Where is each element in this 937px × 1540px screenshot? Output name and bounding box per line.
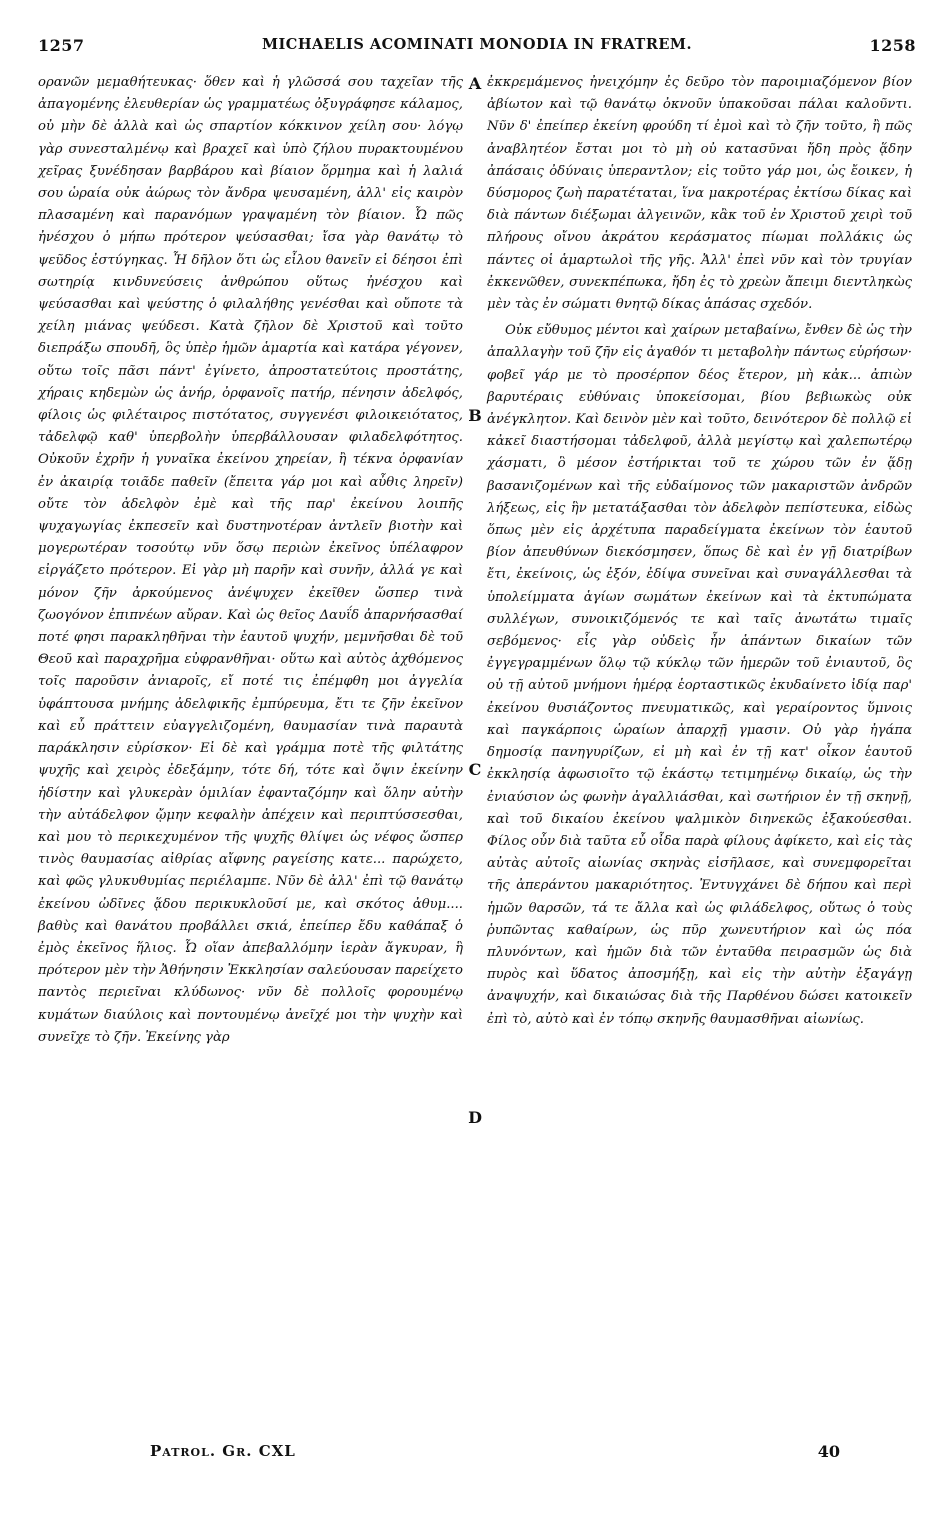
footer-signature: 40 — [817, 1442, 840, 1461]
margin-letter-b: B — [468, 406, 482, 425]
margin-letter-c: C — [468, 760, 482, 779]
running-header — [38, 36, 916, 64]
running-title: MICHAELIS ACOMINATI MONODIA IN FRATREM. — [261, 36, 693, 53]
right-column-paragraph-2: Οὐκ εὔθυμος μέντοι καὶ χαίρων μεταβαίνω, ἔνθεν δὲ ὡς τὴν ἀπαλλαγὴν τοῦ ζῆν εἰς ἀγαθόν τι μεταβολὴν πάντως εὑρήσων· φοβεῖ γάρ με τὸ προσέρπον δέος ἕτερον, μὴ κἀκ... ἀπιὼν βαρυτέραις εὐθύναις ὑποκείσομαι, βίου βεβιωκὼς οὐκ ἀνέγκλητον. Καὶ δεινὸν μὲν καὶ τοῦτο, δεινότερον δὲ πολλῷ εἰ κἀκεῖ διαστήσομαι τἀδελφοῦ, ἀλλὰ μεγίστῳ καὶ χαλεπωτέρῳ χάσματι, ὃ μέσον ἐστήρικται τοῦ τε χώρου τῶν ἐν ᾅδῃ βασανιζομένων καὶ τῆς εὐδαίμονος τῶν μακαριστῶν ἀνδρῶν λήξεως, εἰς ἣν μετατάξασθαι τὸν ἀδελφὸν πεπίστευκα, εἰδὼς ὅπως μὲν εἰς ἀρχέτυπα παραδείγματα ἐκείνων τὸν ἑαυτοῦ βίον ἀπευθύνων διεκόσμησεν, ὅπως δὲ καὶ ἐν γῇ διατρίβων ἔτι, ἐκείνοις, ὡς ἐξόν, ἐδίψα συνεῖναι καὶ συναγάλλεσθαι τὰ ὑπολείμματα ἁγίων σωμάτων ἐκείνων καὶ τὰ ἐκτυπώματα συλλέγων, συνοικιζόμενός τε καὶ ταῖς ἀνωτάτω τιμαῖς σεβόμενος· εἷς γὰρ οὐδεὶς ἦν ἁπάντων δικαίων τῶν ἐγγεγραμμένων ὅλῳ τῷ κύκλῳ τῶν ἡμερῶν τοῦ ἐνιαυτοῦ, ὃς οὐ τῇ αὐτοῦ μνήμονι ἡμέρᾳ ἑορταστικῶς ἐκυδαίνετο ἰδίᾳ παρ' ἐκείνου θυσιάζοντος πνευματικῶς, καὶ γεραίροντος ὕμνοις καὶ παγκάρποις ὡραίων ἀπαρχῇ γμασιν. Οὐ γὰρ ἠγάπα δημοσίᾳ πανηγυρίζων, εἰ μὴ καὶ ἐν τῇ κατ' οἶκον ἑαυτοῦ ἐκκλησίᾳ ἀφωσιοῖτο τῷ ἑκάστῳ τετιμημένῳ δικαίῳ, ὡς τὴν ἐνιαύσιον ὡς φωνὴν ἀγαλλιάσθαι, καὶ σωτήριον ἐν τῇ σκηνῇ, καὶ τοῦ δικαίου ἐκείνου ψαλμικὸν διηνεκῶς ἐξακούεσθαι. Φίλος οὖν διὰ ταῦτα εὖ οἶδα παρὰ φίλους ἀφίκετο, καὶ εἰς τὰς αὐτὰς αὐτοῖς αἰωνίας σκηνὰς εἰσῆλασε, καὶ συνεμφορεῖται τῆς ἀπεράντου μακαριότητος. Ἐντυγχάνει δὲ δήπου καὶ περὶ ἡμῶν θαρσῶν, τά τε ἄλλα καὶ ὡς φιλάδελφος, οὕτως ὁ τοὺς ῥυπῶντας καθαίρων, ὡς πῦρ χωνευτήριον καὶ ὡς πόα πλυνόντων, καὶ ἡμῶν διὰ τῶν ἐνταῦθα πειρασμῶν ὡς διὰ πυρὸς καὶ ὕδατος ἀποσμήξῃ, καὶ εἰς τὴν αὐτὴν ἐξαγάγῃ ἀναψυχήν, καὶ δικαιώσας διὰ τῆς Παρθένου δώσει κατοικεῖν ἐπὶ τὸ, αὐτὸ καὶ ἐν τόπῳ σκηνῆς θαυμασθῆναι αἰωνίως. — [487, 323, 912, 1027]
footer-volume: Patrol. Gr. CXL — [150, 1442, 296, 1460]
left-column-paragraph: ορανῶν μεμαθήτευκας· ὅθεν καὶ ἡ γλῶσσά σου ταχεῖαν τῆς ἀπαγομένης ἐλευθερίαν ὡς γραμματέως ὀξυγράφησε κάλαμος, οὐ μὴν δὲ ἀλλὰ καὶ ὡς σπαρτίον κόκκινον χείλη σου· λόγῳ γὰρ συνεσταλμένῳ καὶ βραχεῖ καὶ ὑπὸ ζήλου πυρακτουμένου χεῖρας ξυνέδησαν βαρβάρου καὶ βίαιον ὅρμημα καὶ ἡ λαλιά σου ὡραία οὐκ ἀώρως τὸν ἄνδρα ψευσαμένη, ἀλλ' εἰς καιρὸν πλασαμένη καὶ παρανόμων γραψαμένη τὸν βίαιον. Ὦ πῶς ἠνέσχου ὁ μήπω πρότερον ψεύσασθαι; ἴσα γὰρ θανάτῳ τὸ ψεῦδος ἐστύγηκας. Ἦ δῆλον ὅτι ὡς εἶλου θανεῖν εἰ δέησοι ἐπὶ σωτηρίᾳ κινδυνεύσεις ἀνθρώπου οὕτως ἠνέσχου καὶ ψεύσασθαι καὶ ψεύστης ὁ φιλαλήθης γενέσθαι καὶ οὔποτε τὰ χείλη μιάνας ψεύδεσι. Κατὰ ζῆλον δὲ Χριστοῦ καὶ τοῦτο διεπράξω σπουδῆ, ὃς ὑπὲρ ἡμῶν ἁμαρτία καὶ κατάρα γέγονεν, οὕτω τοῖς πᾶσι πάντ' ἐγίνετο, ἀπροστατεύτοις προστάτης, χήραις κηδεμὼν ὡς ἀνήρ, ὀρφανοῖς πατήρ, πένησιν ἀδελφός, φίλοις ὡς φιλέταιρος πιστότατος, συγγενέσι φιλοικειότατος, τἀδελφῷ καθ' ὑπερβολὴν ὑπερβάλλουσαν φιλαδελφότητος. Οὐκοῦν ἐχρῆν ἡ γυναῖκα ἐκείνου χηρείαν, ἢ τέκνα ὀρφανίαν ἐν ἀκαιρίᾳ τοιᾶδε παθεῖν (ἔπειτα γάρ μοι καὶ αὖθις ληρεῖν) οὔτε τὸν ἀδελφὸν ἐμὲ καὶ τῆς παρ' ἐκείνου λοιπῆς ψυχαγωγίας ἐκπεσεῖν καὶ δυστηνοτέραν ἀντλεῖν βιοτὴν καὶ μογερωτέραν τοσούτῳ νῦν ὅσῳ περιὼν ἐκεῖνος ὑπέλαφρον εἰργάζετο πρότερον. Εἰ γὰρ μὴ παρῆν καὶ συνῆν, ἀλλά γε καὶ μόνον ζῆν ἀρκούμενος ἀνέψυχεν ἐκεῖθεν ὥσπερ τινὰ ζωογόνον ἐπιπνέων αὔραν. Καὶ ὡς θεῖος Δαυΐδ ἀπαρνήσασθαί ποτέ φησι παρακληθῆναι τὴν ἑαυτοῦ ψυχήν, μεμνῆσθαι δὲ τοῦ Θεοῦ καὶ παραχρῆμα εὐφρανθῆναι· οὕτω καὶ αὐτὸς ἀχθόμενος τοῖς παροῦσιν ἀνιαροῖς, εἴ ποτέ τις ἐπέμφθη μοι ἀγγελία ὑφάπτουσα μνήμης ἀδελφικῆς ἐμπύρευμα, ἔτι τε ζῆν ἐκεῖνον καὶ εὖ πράττειν εὐαγγελιζομένη, θαυμασίαν τινὰ παραυτὰ παράκλησιν εὑρίσκον· Εἰ δὲ καὶ γράμμα ποτὲ τῆς φιλτάτης ψυχῆς καὶ χειρὸς ἐδεξάμην, τότε δή, τότε καὶ ὄψιν ἐκείνην ἡδίστην καὶ γλυκερὰν ὁμιλίαν ἐφανταζόμην καὶ ὅλην αὐτὴν τὴν αὐτάδελφον ᾤμην κεφαλὴν ἀπέχειν καὶ περιπτύσσεσθαι, καὶ μου τὸ περικεχυμένον τῆς ψυχῆς θλίψει ὡς νέφος ὥσπερ τινὸς θαυμασίας αἰθρίας αἴφνης ραγείσης κατε... παρώχετο, καὶ φῶς γλυκυθυμίας περιέλαμπε. Νῦν δὲ ἀλλ' ἐπὶ τῷ θανάτῳ ἐκείνου ὠδῖνες ᾅδου περικυκλοῦσί με, καὶ σκότος ἀθυμ.... βαθὺς καὶ θανάτου προβάλλει σκιά, ἐπείπερ ἔδυ καθάπαξ ὁ ἐμὸς ἐκεῖνος ἥλιος. Ὦ οἵαν ἀπεβαλλόμην ἱερὰν ἄγκυραν, ἣ πρότερον μὲν τὴν Ἀθήνησιν Ἐκκλησίαν σαλεύουσαν παρείχετο παντὸς περιεῖναι κλύδωνος· νῦν δὲ πολλοῖς φορουμένῳ κυμάτων διαύλοις καὶ ποντουμένῳ ἀνεῖχέ μοι τὴν ψυχὴν καὶ συνεῖχε τὸ ζῆν. Ἐκείνης γὰρ — [38, 75, 463, 1045]
right-column-paragraph-1: ἐκκρεμάμενος ἠνειχόμην ἐς δεῦρο τὸν παροιμιαζόμενον βίον ἀβίωτον καὶ τῷ θανάτῳ ὀκνοῦν ὑπακοῦσαι πάλαι καλοῦντι. Νῦν δ' ἐπείπερ ἐκείνη φρούδη τί ἐμοὶ καὶ τὸ ζῆν τοῦτο, ἢ πῶς ἀναβλητέον ἔσται μοι τὸ μὴ οὐ κατασῦναι ἤδη πρὸς ᾅδην ἀπάσαις ὀδύναις ὑπεραντλον; εἰς τοῦτο γάρ μοι, ὡς ἔοικεν, ἡ δύσμορος ζωὴ παρατέταται, ἵνα μακροτέρας ἐκτίσω δίκας καὶ διὰ πάντων διέξωμαι ἀλγεινῶν, κἂκ τοῦ ἐν Χριστοῦ χειρὶ τοῦ πλήρους οἴνου ἀκράτου κεράσματος πίωμαι πολλάκις ὡς πάντες οἱ ἁμαρτωλοὶ τῆς γῆς. Ἀλλ' ἐπεὶ νῦν καὶ τὸν τρυγίαν ἐκκενῶθεν, συνεκπέπωκα, ἤδη ἐς τὸ χρεὼν ἄπειμι διεντληκὼς μὲν τὰς ἐν σώματι θνητῷ δίκας ἁπάσας σχεδόν. — [487, 75, 912, 313]
right-column — [487, 72, 912, 1031]
margin-letter-a: A — [468, 74, 482, 93]
page-footer — [150, 1442, 840, 1466]
page-number-right: 1258 — [869, 36, 916, 55]
margin-letter-d: D — [468, 1108, 482, 1127]
left-column — [38, 72, 463, 1049]
page-number-left: 1257 — [38, 36, 85, 55]
